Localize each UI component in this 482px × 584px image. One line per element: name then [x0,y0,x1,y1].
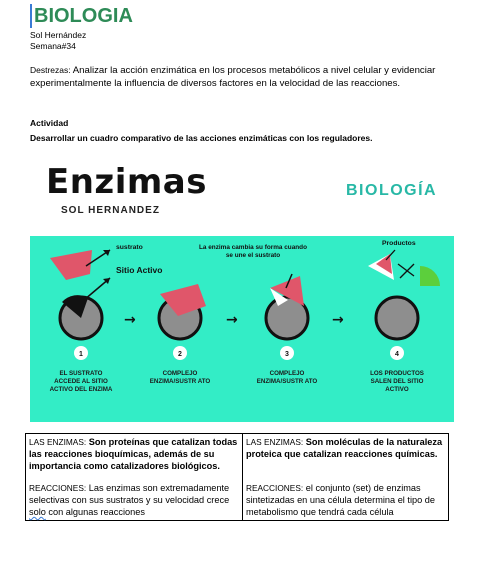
product-green [420,266,440,286]
reacciones-label-left: REACCIONES: [29,483,87,493]
week-line: Semana#34 [30,41,76,51]
step-number: 4 [395,351,399,358]
substrate-shape [50,250,92,280]
destrezas-paragraph [30,64,454,90]
comparison-table [25,433,449,521]
actividad-text: Desarrollar un cuadro comparativo de las acciones enzimáticas con los reguladores. [30,133,373,143]
enzyme-diagram-panel [30,236,454,422]
step-arrow: → [332,312,344,328]
step-arrow: → [124,312,136,328]
enzyme-circle-4 [376,297,418,339]
enzimas-label-right: LAS ENZIMAS: [246,437,304,447]
step-arrow: → [226,312,238,328]
step-number: 3 [285,351,289,358]
destrezas-label: Destrezas: [30,65,71,75]
table-row [26,434,449,521]
destrezas-text: Analizar la acción enzimática en los procesos metabólicos a nivel celular y evidenciar experimentalmente la influencia de diversos factores en la velocidad de las reacciones. [30,65,436,89]
step-number: 2 [178,351,182,358]
enzimas-label-left: LAS ENZIMAS: [29,437,87,447]
reacciones-text-right: el conjunto (set) de enzimas sintetizadas en una célula determina el tipo de metabolismo que tendrá cada célula [246,483,435,517]
step-number: 1 [79,351,83,358]
step-caption: EL SUSTRATO ACCEDE AL SITIO ACTIVO DEL ENZIMA [49,370,113,393]
label-sitio-activo: Sitio Activo [116,265,163,275]
label-sustrato: sustrato [116,244,143,251]
step-caption: COMPLEJO ENZIMA/SUSTR ATO [149,370,211,385]
label-enzima-cambia: La enzima cambia su forma cuando se une el sustrato [199,244,307,259]
table-cell-left [26,434,243,521]
enzyme-diagram-graphic [30,236,454,422]
banner-subtitle: SOL HERNANDEZ [61,205,160,216]
reacciones-text-left-b: solo [29,507,46,517]
banner-subject: BIOLOGÍA [346,182,438,199]
author-line: Sol Hernández [30,30,87,40]
enzimas-text-left: Son proteínas que catalizan todas las reacciones bioquímicas, además de su importancia como catalizadores biológicos. [29,437,238,471]
step-caption: LOS PRODUCTOS SALEN DEL SITIO ACTIVO [370,370,424,393]
table-cell-right [243,434,449,521]
reacciones-text-left-a: Las enzimas son extremadamente selectivas con sus sustratos y su velocidad crece [29,483,230,505]
actividad-heading: Actividad [30,118,69,128]
label-productos: Productos [382,240,416,247]
enzimas-banner [30,158,454,228]
reacciones-label-right: REACCIONES: [246,483,304,493]
document-title: BIOLOGIA [30,4,133,28]
step-caption: COMPLEJO ENZIMA/SUSTR ATO [256,370,318,385]
banner-title: Enzimas [46,162,207,202]
reacciones-text-left-c: con algunas reacciones [45,507,145,517]
enzimas-text-right: Son moléculas de la naturaleza proteica que catalizan reacciones químicas. [246,437,443,459]
